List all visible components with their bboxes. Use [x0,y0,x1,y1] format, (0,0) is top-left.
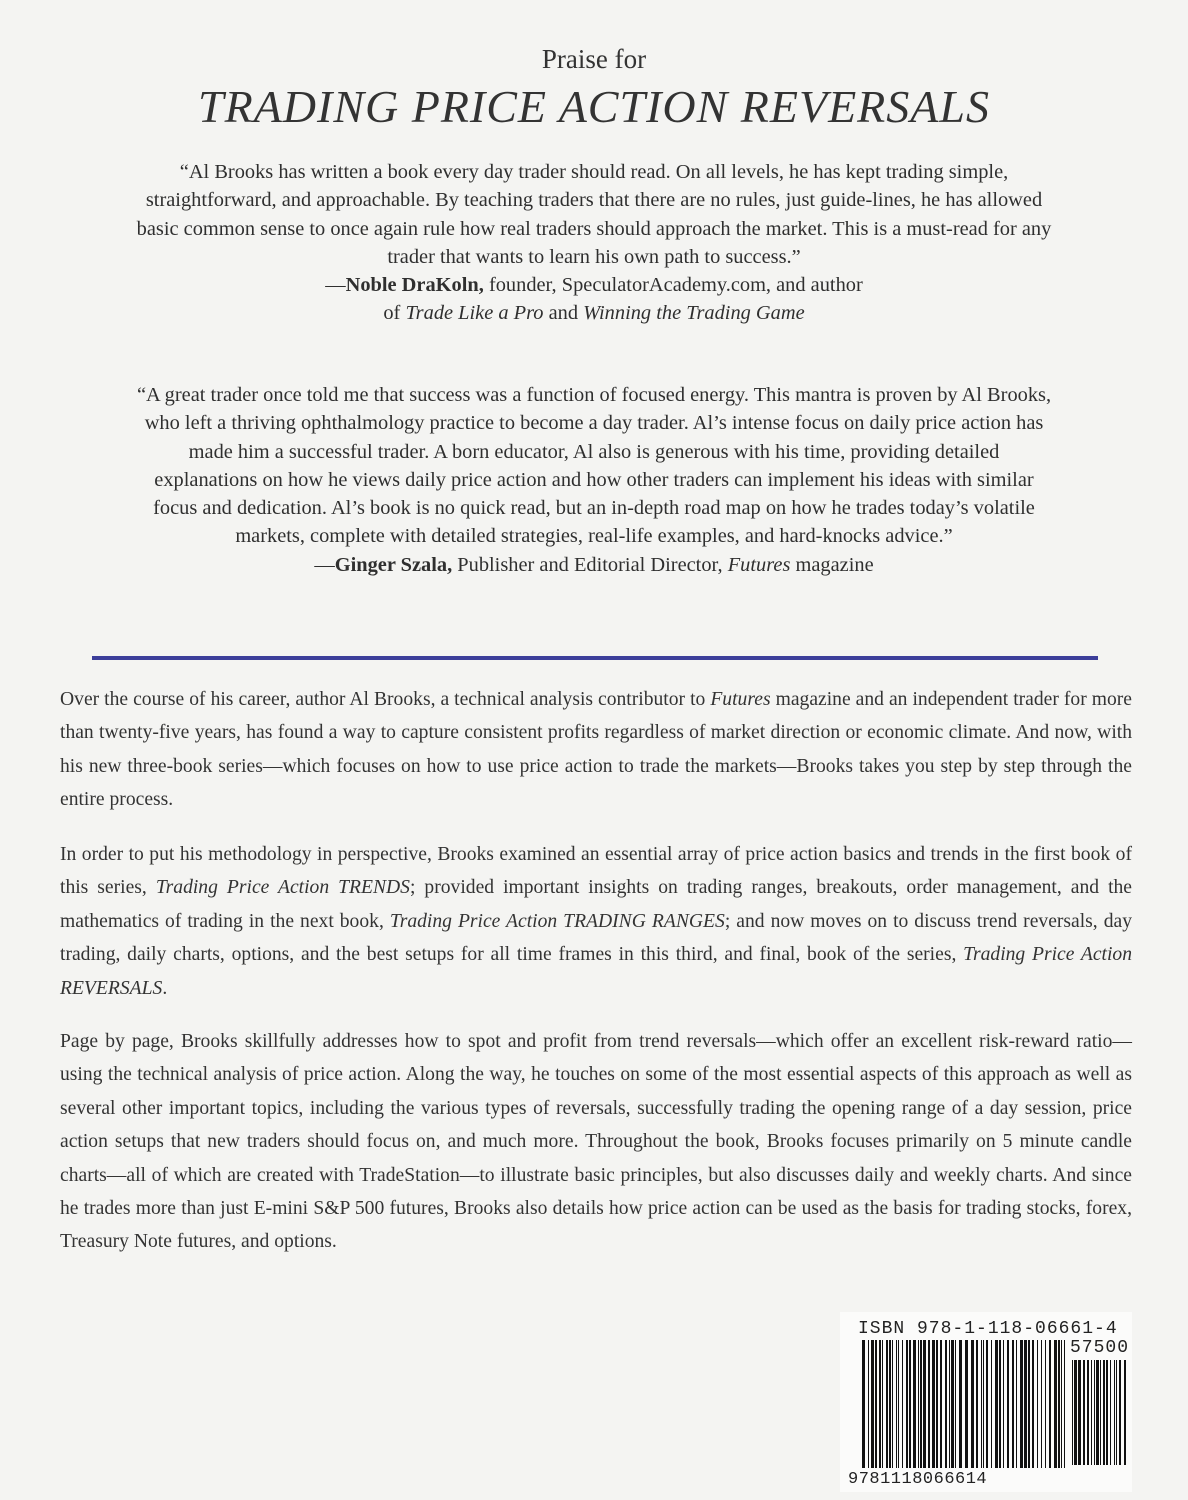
barcode-bar [1087,1360,1089,1465]
barcode-digits: 9781118066614 [848,1470,988,1489]
barcode-bar [1116,1360,1117,1465]
barcode-bar [1049,1340,1051,1468]
italic-run: Futures [710,689,771,710]
italic-run: Trading Price Action REVERSALS [60,944,1133,999]
barcode-bar [955,1340,956,1468]
barcode-bar [896,1340,897,1468]
barcode-bar [951,1340,954,1468]
text-run: ; and now moves on to discuss trend reversals, day trading, daily charts, options, and the best setups for all time frames in this third, and final, book of the series, [60,910,1132,966]
barcode-bar [1016,1340,1017,1468]
barcode-bar [932,1340,935,1468]
barcode-bar [986,1340,988,1468]
isbn-label: ISBN 978-1-118-06661-4 [858,1319,1118,1339]
praise-heading: Praise for [541,44,647,74]
testimonial-2 [136,381,1052,579]
barcode-bar [1041,1340,1042,1468]
barcode-bar [1096,1360,1099,1465]
author-name: Ginger Szala, [334,553,453,576]
barcode-bar [949,1340,950,1468]
description-paragraph: Page by page, Brooks skillfully addresses how to spot and profit from trend reversals—which offer an excellent risk-reward ratio—using the technical analysis of price action. Along the way, he touches on some of the most essential aspects of this approach as well as several other important topics, including the various types of reversals, successfully trading the opening range of a day session, price action setups that new traders should focus on, and much more. Throughout the book, Brooks focuses primarily on 5 minute candle charts—all of which are created with TradeStation—to illustrate basic principles, but also discusses daily and weekly charts. And since he trades more than just E-mini S&P 500 futures, Brooks also details how price action can be used as the basis for trading stocks, forex, Treasury Note futures, and options. [60,1031,1132,1253]
barcode-bar [923,1340,926,1468]
barcode-bar [1058,1340,1060,1468]
publication-name: Futures [727,553,791,576]
barcode-bar [1124,1360,1126,1465]
barcode-bar [898,1340,899,1468]
barcode-bar [889,1340,891,1468]
barcode-bar [902,1340,903,1468]
testimonial-text: “Al Brooks has written a book every day trader should read. On all levels, he has kept trading simple, straightforward, and approachable. By teaching traders that there are no rules, just guide-lines, he has allowed basic common sense to once again rule how real traders should approach the market. This is a must-read for any trader that wants to learn his own path to success.” [136,161,1052,268]
barcode-bar [1072,1360,1073,1465]
barcode-bar [999,1340,1001,1468]
barcode-bar [871,1340,874,1468]
barcode-bar [1106,1360,1108,1465]
work-title: Trade Like a Pro [405,302,544,325]
barcode-bar [1103,1360,1105,1465]
barcode-bar [875,1340,877,1468]
barcode-bar [882,1340,883,1468]
barcode-bar [909,1340,911,1468]
barcode-bar [995,1340,998,1468]
barcode-bar [940,1340,942,1468]
testimonial-text: “A great trader once told me that success was a function of focused energy. This mantra is proven by Al Brooks, who left a thriving ophthalmology practice to become a day trader. Al’s intense focus on daily price action has made him a successful trader. A born educator, Al also is generous with his time, providing detailed explanations on how he views daily price action and how other traders can implement his ideas with similar focus and dedication. Al’s book is no quick read, but an in-depth road map on how he trades today’s volatile markets, complete with detailed strategies, real-life examples, and hard-knocks advice.” [136,384,1052,548]
barcode-bar [1024,1340,1027,1468]
barcode-bar [1032,1340,1034,1468]
barcode-bar [945,1340,947,1468]
barcode-bar [1007,1340,1009,1468]
barcode-bar [936,1340,938,1468]
barcode-bar [1100,1360,1101,1465]
description-paragraph [60,683,1132,817]
text-run: magazine and an independent trader for more than twenty-five years, has found a way to capture consistent profits regardless of market direction or economic climate. And now, with his new three-book series—which focuses on how to use price action to trade the markets—Brooks takes you step by step through the entire process. [60,689,1133,811]
barcode-bar [1083,1360,1085,1465]
barcode-bar [920,1340,922,1468]
text-run: Over the course of his career, author Al Brooks, a technical analysis contributor to [60,689,706,710]
barcode-bar [965,1340,968,1468]
author-works [136,299,1052,327]
works-and: and [548,302,579,325]
barcode-bar [918,1340,919,1468]
italic-run: Trading Price Action TRENDS [155,877,410,899]
barcode-bar [1110,1360,1111,1465]
barcode-bar [976,1340,978,1468]
barcode-bar [1064,1340,1065,1468]
barcode-bar [1012,1340,1014,1468]
barcode-bar [991,1340,992,1468]
testimonial-attribution: —Noble DraKoln, founder, SpeculatorAcademy.com, and author [325,274,863,297]
barcode-bar [1094,1360,1095,1465]
barcode-bar [971,1340,974,1468]
barcode-bar [913,1340,916,1468]
publication-suffix: magazine [795,553,874,576]
barcode-bar [868,1340,869,1468]
barcode-bar [1119,1360,1121,1465]
barcode-bar [981,1340,982,1468]
testimonial-attribution: —Ginger Szala, Publisher and Editorial Director, Futures magazine [314,553,874,576]
barcode-bar [959,1340,962,1468]
barcode-bar [983,1340,984,1468]
description-paragraph [60,838,1132,1005]
work-title: Winning the Trading Game [583,302,805,325]
author-name: Noble DraKoln, [345,274,484,297]
barcode-bar [1037,1340,1038,1468]
author-role: founder, SpeculatorAcademy.com, and author [488,274,863,297]
price-code: 57500 [1070,1338,1130,1358]
barcode-bar [1045,1340,1046,1468]
barcode-bar [1114,1360,1115,1465]
section-divider [92,656,1098,660]
works-prefix: of [383,302,401,325]
addon-barcode-icon [1072,1360,1130,1472]
testimonial-1 [136,158,1052,328]
barcode-bar [1020,1340,1023,1468]
barcode-bar [892,1340,893,1468]
book-title: TRADING PRICE ACTION REVERSALS [198,81,990,132]
barcode-bar [862,1340,865,1468]
barcode-bar [1054,1340,1057,1468]
italic-run: Trading Price Action TRADING RANGES [389,910,725,932]
text-run: ; provided important insights on trading ranges, breakouts, order management, and the mathematics of trading in the next book, [60,877,1133,932]
text-run: In order to put his methodology in perspective, Brooks examined an essential array of price action basics and trends in the first book of this series, [60,844,1132,899]
barcode-bar [886,1340,888,1468]
barcode-icon [862,1340,1067,1475]
barcode-bar [1028,1340,1030,1468]
barcode-bar [1091,1360,1092,1465]
barcode-bar [879,1340,881,1468]
barcode-bar [1074,1360,1077,1465]
barcode-bar [1061,1340,1062,1468]
barcode-bar [1078,1360,1081,1465]
barcode-bar [906,1340,908,1468]
text-run: . [162,977,168,999]
barcode-bar [928,1340,930,1468]
barcode-bar [1003,1340,1004,1468]
author-role: Publisher and Editorial Director, [457,553,723,576]
